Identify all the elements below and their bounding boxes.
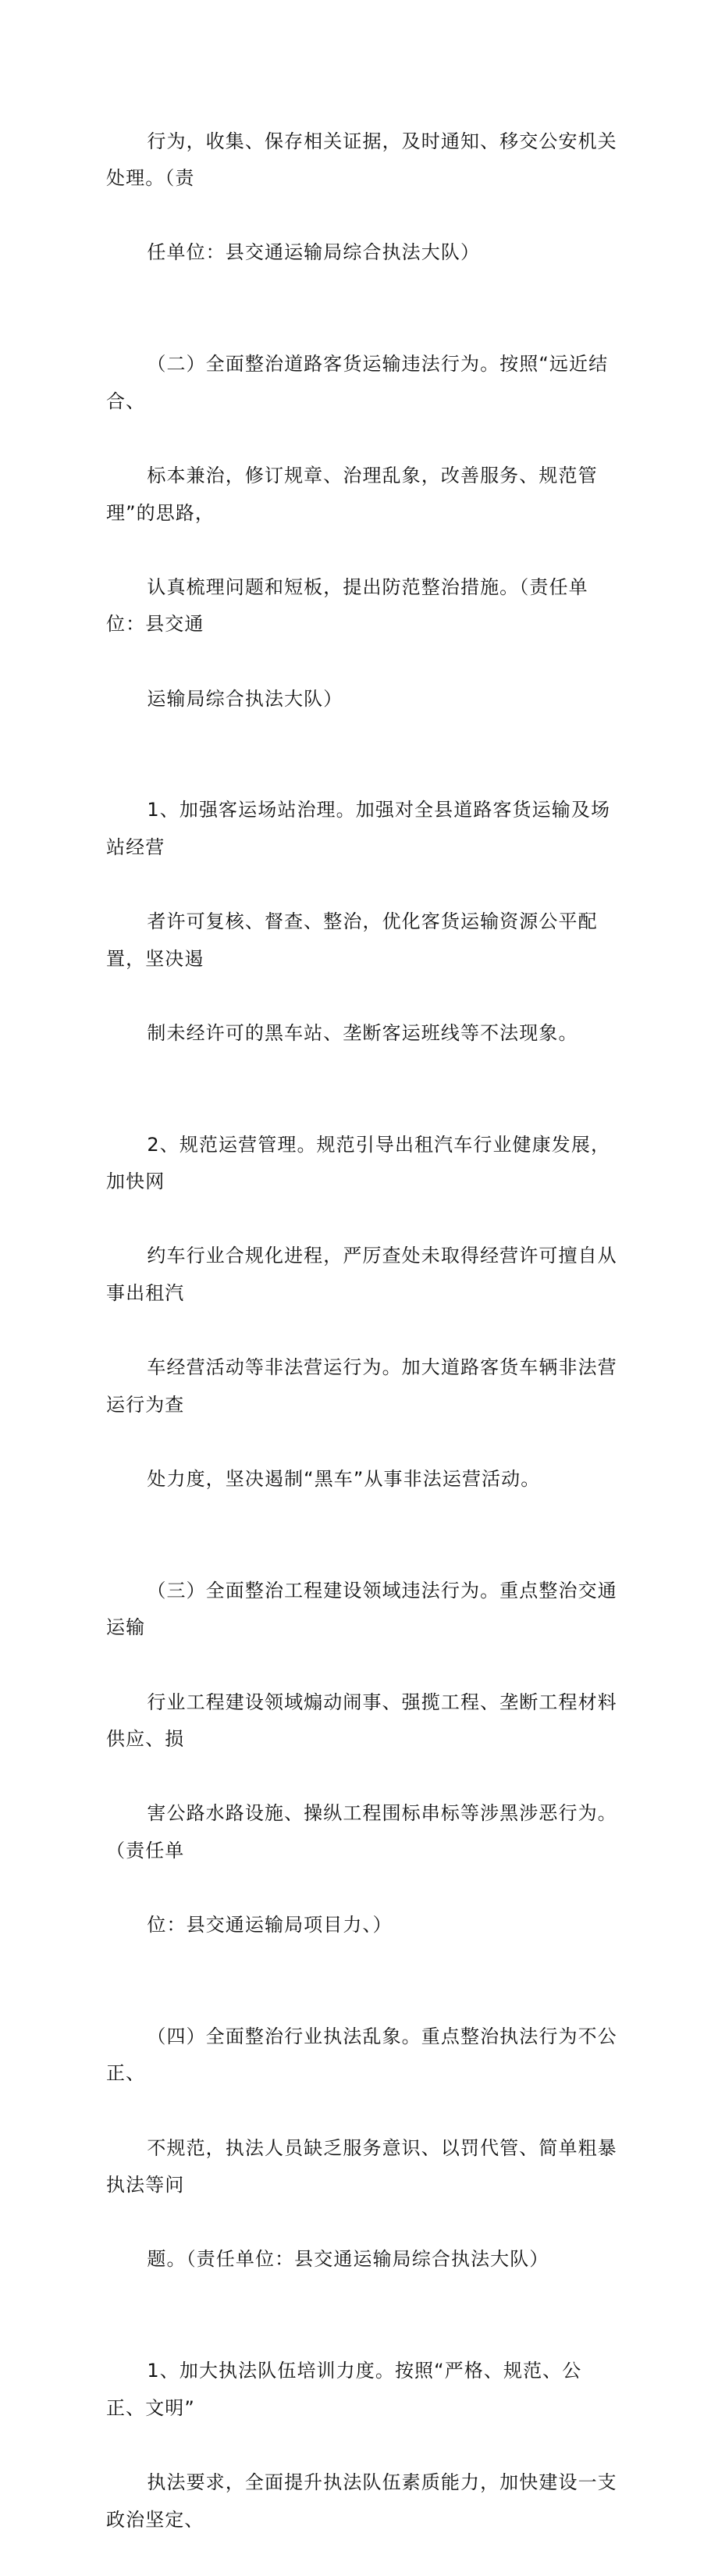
line: （二）全面整治道路客货运输违法行为。按照“远近结合、 xyxy=(106,353,609,412)
line: 认真梳理问题和短板，提出防范整治措施。（责任单位：县交通 xyxy=(106,575,588,636)
line: （三）全面整治工程建设领域违法行为。重点整治交通运输 xyxy=(106,1579,617,1639)
line: 运输局综合执法大队） xyxy=(147,687,343,710)
line: （四）全面整治行业执法乱象。重点整治执法行为不公正、 xyxy=(106,2025,617,2085)
line: 行为，收集、保存相关证据，及时通知、移交公安机关处理。（责 xyxy=(106,130,617,190)
line: 行业工程建设领域煽动闹事、强揽工程、垄断工程材料供应、损 xyxy=(106,1691,617,1751)
paragraph-4 xyxy=(106,1089,618,1535)
line: 处力度，坚决遏制“黑车”从事非法运营活动。 xyxy=(147,1467,541,1490)
line: 执法要求，全面提升执法队伍素质能力，加快建设一支政治坚定、 xyxy=(106,2471,617,2531)
paragraph-7 xyxy=(106,2316,618,2576)
line: 标本兼治，修订规章、治理乱象，改善服务、规范管理”的思路， xyxy=(106,464,598,524)
line: 害公路水路设施、操纵工程围标串标等涉黑涉恶行为。（责任单 xyxy=(106,1802,617,1862)
line: 约车行业合规化进程，严厉查处未取得经营许可擅自从事出租汽 xyxy=(106,1245,617,1304)
paragraph-3 xyxy=(106,755,618,1089)
line: 制未经许可的黑车站、垄断客运班线等不法现象。 xyxy=(147,1021,578,1044)
line: 1、加强客运场站治理。加强对全县道路客货运输及场站经营 xyxy=(106,799,611,858)
line: 车经营活动等非法营运行为。加大道路客货车辆非法营运行为查 xyxy=(106,1356,617,1416)
document-body xyxy=(106,86,618,2576)
line: 1、加大执法队伍培训力度。按照“严格、规范、公正、文明” xyxy=(106,2360,582,2419)
paragraph-6 xyxy=(106,1981,618,2315)
line: 2、规范运营管理。规范引导出租汽车行业健康发展，加快网 xyxy=(106,1133,611,1193)
paragraph-1 xyxy=(106,86,618,309)
paragraph-2 xyxy=(106,309,618,755)
line: 不规范，执法人员缺乏服务意识、以罚代管、简单粗暴执法等问 xyxy=(106,2136,617,2197)
paragraph-5 xyxy=(106,1535,618,1981)
line: 位：县交通运输局项目力、） xyxy=(147,1914,393,1936)
line: 者许可复核、督查、整治，优化客货运输资源公平配置，坚决遏 xyxy=(106,910,598,970)
line: 题。（责任单位：县交通运输局综合执法大队） xyxy=(147,2248,549,2271)
line: 任单位：县交通运输局综合执法大队） xyxy=(147,241,481,264)
